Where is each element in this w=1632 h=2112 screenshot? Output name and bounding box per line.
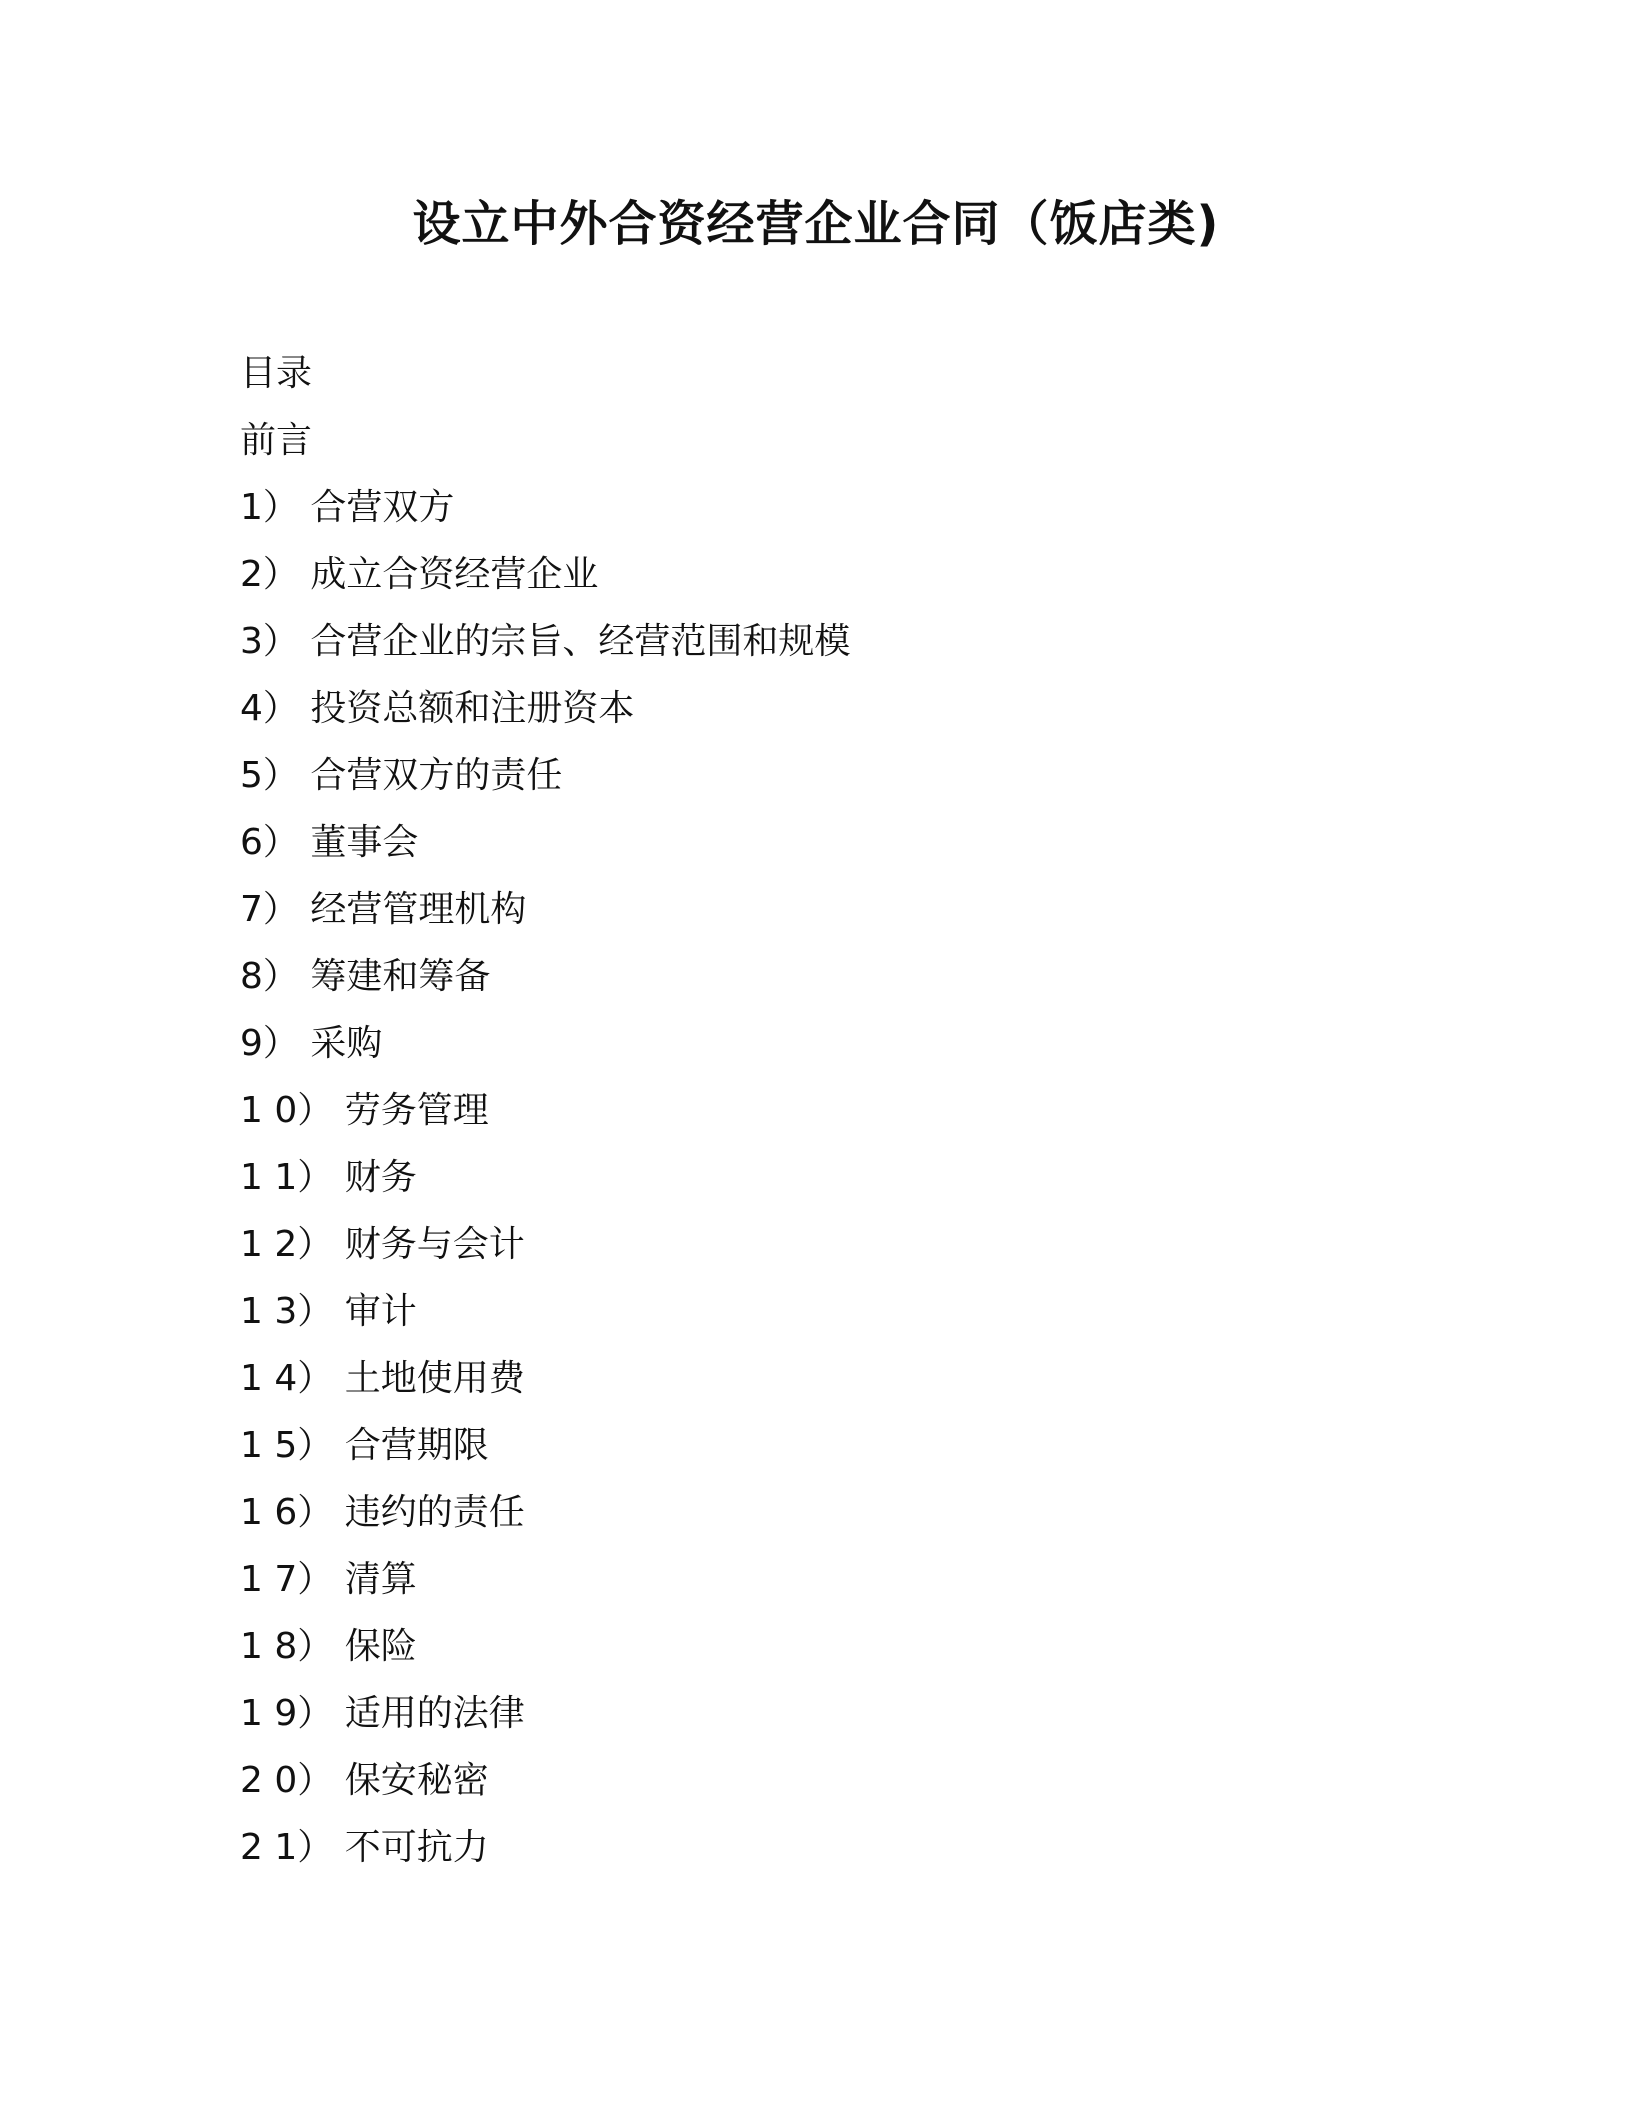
preface-heading: 前言 [240,420,313,461]
toc-item: 1 8） 保险 [240,1626,417,1667]
toc-heading: 目录 [240,353,313,394]
toc-item: 5） 合营双方的责任 [240,755,563,796]
toc-item: 1） 合营双方 [240,487,455,528]
toc-item: 1 9） 适用的法律 [240,1693,525,1734]
toc-item: 1 1） 财务 [240,1157,417,1198]
toc-item: 6） 董事会 [240,822,419,863]
table-of-contents [240,340,1440,1881]
toc-item: 1 0） 劳务管理 [240,1090,489,1131]
toc-item: 1 2） 财务与会计 [240,1224,525,1265]
toc-item: 2 0） 保安秘密 [240,1760,489,1801]
toc-item: 8） 筹建和筹备 [240,956,491,997]
toc-item: 2 1） 不可抗力 [240,1827,489,1868]
toc-item: 1 4） 土地使用费 [240,1358,525,1399]
toc-item: 3） 合营企业的宗旨、经营范围和规模 [240,621,851,662]
toc-item: 4） 投资总额和注册资本 [240,688,635,729]
toc-item: 1 6） 违约的责任 [240,1492,525,1533]
toc-list [240,474,1440,1881]
page-title: 设立中外合资经营企业合同（饭店类) [412,196,1220,252]
toc-item: 2） 成立合资经营企业 [240,554,599,595]
toc-item: 1 5） 合营期限 [240,1425,489,1466]
toc-item: 9） 采购 [240,1023,383,1064]
toc-item: 7） 经营管理机构 [240,889,527,930]
toc-item: 1 7） 清算 [240,1559,417,1600]
toc-item: 1 3） 审计 [240,1291,417,1332]
